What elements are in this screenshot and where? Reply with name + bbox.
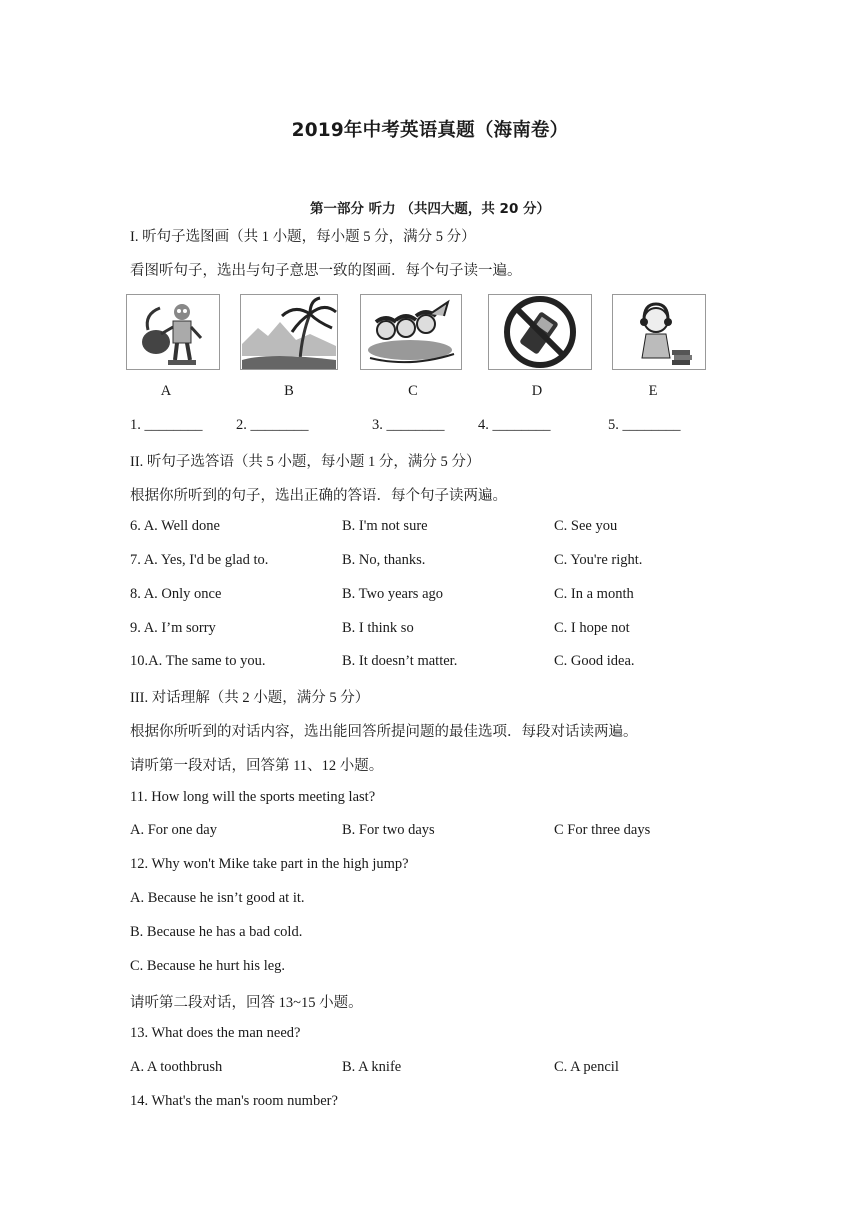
q9-option-c: C. I hope not: [554, 620, 630, 636]
q6-option-b: B. I'm not sure: [342, 518, 428, 534]
q13-option-c: C. A pencil: [554, 1059, 619, 1075]
section3-instruction: 根据你所听到的对话内容，选出能回答所提问题的最佳选项．每段对话读两遍。: [130, 724, 638, 740]
answer-blank-2[interactable]: 2. ________: [236, 417, 309, 433]
answer-blank-4[interactable]: 4. ________: [478, 417, 551, 433]
q7-option-a: 7. A. Yes, I'd be glad to.: [130, 552, 269, 568]
q13-text: 13. What does the man need?: [130, 1025, 301, 1041]
children-on-sled-icon: [360, 294, 462, 370]
section1-heading: I. 听句子选图画（共 1 小题，每小题 5 分，满分 5 分）: [130, 229, 476, 245]
no-mobile-phone-icon: [488, 294, 592, 370]
dialogue1-intro: 请听第一段对话，回答第 11、12 小题。: [130, 758, 384, 774]
section2-heading: II. 听句子选答语（共 5 小题，每小题 1 分，满分 5 分）: [130, 454, 481, 470]
page-title: 2019年中考英语真题（海南卷）: [291, 120, 569, 141]
answer-blank-5[interactable]: 5. ________: [608, 417, 681, 433]
q11-text: 11. How long will the sports meeting last?: [130, 789, 376, 805]
section3-heading: III. 对话理解（共 2 小题，满分 5 分）: [130, 690, 370, 706]
q13-option-b: B. A knife: [342, 1059, 402, 1075]
answer-blank-1[interactable]: 1. ________: [130, 417, 203, 433]
q7-option-c: C. You're right.: [554, 552, 643, 568]
q10-option-b: B. It doesn’t matter.: [342, 653, 458, 669]
q14-text: 14. What's the man's room number?: [130, 1093, 338, 1109]
q8-option-a: 8. A. Only once: [130, 586, 222, 602]
q12-option-c: C. Because he hurt his leg.: [130, 958, 286, 974]
q12-text: 12. Why won't Mike take part in the high jump?: [130, 856, 409, 872]
picture-label-e: E: [648, 383, 658, 399]
girl-reading-with-headphones-icon: [612, 294, 706, 370]
picture-label-b: B: [284, 383, 294, 399]
q8-option-b: B. Two years ago: [342, 586, 444, 602]
robot-with-vacuum-icon: [126, 294, 220, 370]
q10-option-c: C. Good idea.: [554, 653, 635, 669]
q12-option-a: A. Because he isn’t good at it.: [130, 890, 305, 906]
section2-instruction: 根据你所听到的句子，选出正确的答语．每个句子读两遍。: [130, 488, 507, 504]
q9-option-a: 9. A. I’m sorry: [130, 620, 216, 636]
picture-label-a: A: [160, 383, 172, 399]
q8-option-c: C. In a month: [554, 586, 634, 602]
section1-instruction: 看图听句子，选出与句子意思一致的图画．每个句子读一遍。: [130, 263, 522, 279]
q11-option-b: B. For two days: [342, 822, 435, 838]
q9-option-b: B. I think so: [342, 620, 414, 636]
q6-option-c: C. See you: [554, 518, 618, 534]
part-heading: 第一部分 听力 （共四大题，共 20 分）: [309, 201, 551, 217]
picture-label-c: C: [408, 383, 418, 399]
q11-option-c: C For three days: [554, 822, 651, 838]
q13-option-a: A. A toothbrush: [130, 1059, 223, 1075]
palm-tree-landscape-icon: [240, 294, 338, 370]
q12-option-b: B. Because he has a bad cold.: [130, 924, 303, 940]
answer-blank-3[interactable]: 3. ________: [372, 417, 445, 433]
dialogue2-intro: 请听第二段对话，回答 13~15 小题。: [130, 995, 363, 1011]
q7-option-b: B. No, thanks.: [342, 552, 426, 568]
q11-option-a: A. For one day: [130, 822, 217, 838]
q10-option-a: 10.A. The same to you.: [130, 653, 266, 669]
q6-option-a: 6. A. Well done: [130, 518, 220, 534]
picture-label-d: D: [531, 383, 543, 399]
